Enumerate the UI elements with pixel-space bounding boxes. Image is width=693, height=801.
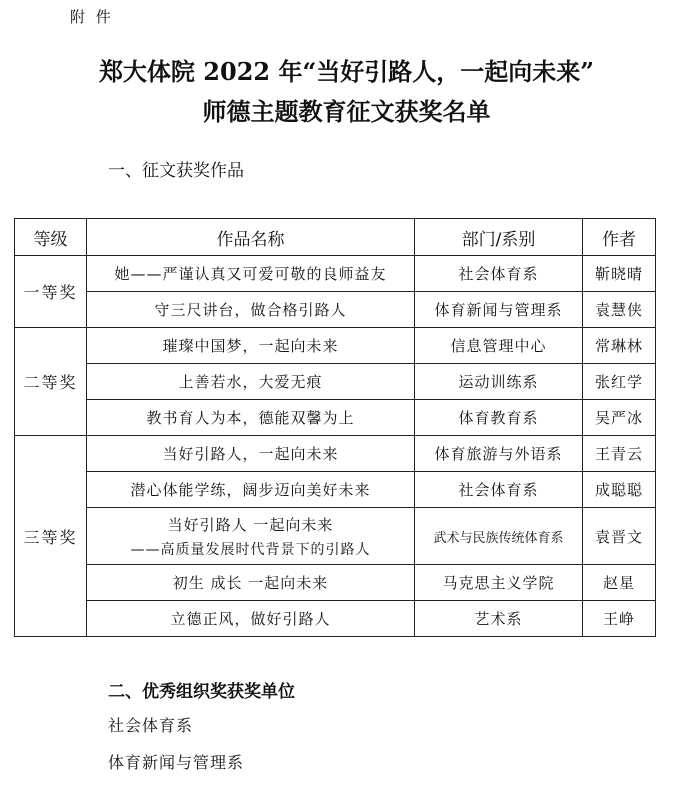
author-cell: 赵星 xyxy=(583,565,656,601)
table-row xyxy=(15,400,656,436)
dept-cell: 体育旅游与外语系 xyxy=(415,436,583,472)
work-cell: 璀璨中国梦，一起向未来 xyxy=(87,328,415,364)
table-row xyxy=(15,472,656,508)
dept-cell: 武术与民族传统体育系 xyxy=(415,508,583,565)
page-title-line2: 师德主题教育征文获奖名单 xyxy=(202,97,491,126)
dept-cell: 信息管理中心 xyxy=(415,328,583,364)
work-subtitle: ——高质量发展时代背景下的引路人 xyxy=(130,541,371,558)
work-cell: 她——严谨认真又可爱可敬的良师益友 xyxy=(87,256,415,292)
table-header-row xyxy=(15,219,656,256)
work-cell: 潜心体能学练，阔步迈向美好未来 xyxy=(87,472,415,508)
table-row xyxy=(15,292,656,328)
author-cell: 王峥 xyxy=(583,601,656,637)
author-cell: 常琳林 xyxy=(583,328,656,364)
awards-table xyxy=(14,218,656,637)
attachment-label: 附 件 xyxy=(70,8,114,26)
author-cell: 袁晋文 xyxy=(583,508,656,565)
author-cell: 靳晓晴 xyxy=(583,256,656,292)
level-cell: 二等奖 xyxy=(15,328,87,436)
work-cell: 当好引路人，一起向未来 xyxy=(87,436,415,472)
author-cell: 袁慧侠 xyxy=(583,292,656,328)
table-row xyxy=(15,256,656,292)
work-cell: 上善若水，大爱无痕 xyxy=(87,364,415,400)
section2-heading: 二、优秀组织奖获奖单位 xyxy=(108,682,295,702)
dept-cell: 社会体育系 xyxy=(415,472,583,508)
work-title: 当好引路人 一起向未来 xyxy=(167,515,334,534)
excellent-unit-item: 体育新闻与管理系 xyxy=(108,753,245,772)
work-cell: 守三尺讲台，做合格引路人 xyxy=(87,292,415,328)
level-cell: 一等奖 xyxy=(15,256,87,328)
table-row xyxy=(15,601,656,637)
work-cell: 教书育人为本，德能双馨为上 xyxy=(87,400,415,436)
level-cell: 三等奖 xyxy=(15,436,87,637)
section1-heading: 一、征文获奖作品 xyxy=(108,161,244,181)
work-cell: 立德正风，做好引路人 xyxy=(87,601,415,637)
table-row xyxy=(15,565,656,601)
dept-cell: 体育新闻与管理系 xyxy=(415,292,583,328)
table-row xyxy=(15,364,656,400)
dept-cell: 社会体育系 xyxy=(415,256,583,292)
author-cell: 吴严冰 xyxy=(583,400,656,436)
table-row xyxy=(15,328,656,364)
author-cell: 张红学 xyxy=(583,364,656,400)
header-work: 作品名称 xyxy=(87,219,415,256)
page-title-line1: 郑大体院 2022 年“当好引路人，一起向未来” xyxy=(98,57,595,86)
excellent-unit-item: 社会体育系 xyxy=(108,716,194,735)
header-author: 作者 xyxy=(583,219,656,256)
author-cell: 成聪聪 xyxy=(583,472,656,508)
dept-cell: 体育教育系 xyxy=(415,400,583,436)
dept-cell: 马克思主义学院 xyxy=(415,565,583,601)
header-dept: 部门/系别 xyxy=(415,219,583,256)
author-cell: 王青云 xyxy=(583,436,656,472)
work-cell xyxy=(87,508,415,565)
header-level: 等级 xyxy=(15,219,87,256)
dept-cell: 运动训练系 xyxy=(415,364,583,400)
table-row xyxy=(15,436,656,472)
work-cell: 初生 成长 一起向未来 xyxy=(87,565,415,601)
dept-cell: 艺术系 xyxy=(415,601,583,637)
table-row xyxy=(15,508,656,565)
